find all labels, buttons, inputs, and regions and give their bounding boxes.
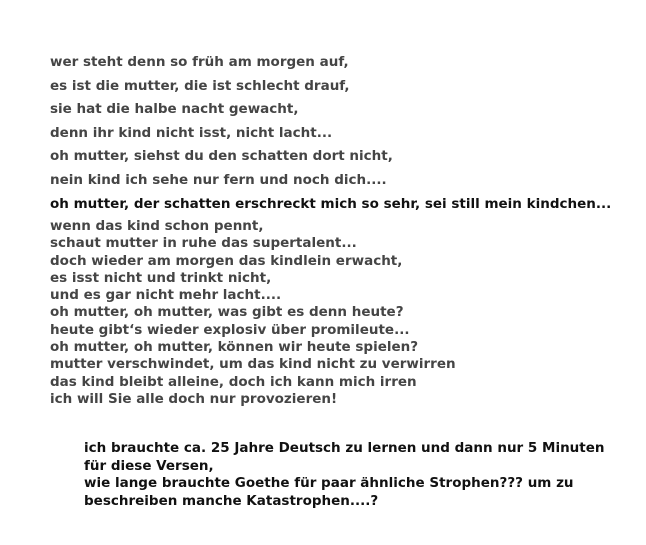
poem-line: es isst nicht und trinkt nicht, — [50, 269, 272, 286]
poem-line: wenn das kind schon pennt, — [50, 218, 264, 234]
poem-line: wer steht denn so früh am morgen auf, — [50, 54, 349, 70]
poem-line: sie hat die halbe nacht gewacht, — [50, 101, 299, 117]
poem-line: mutter verschwindet, um das kind nicht zu verwirren — [50, 356, 456, 373]
poem-text — [50, 51, 640, 408]
poem-line-highlight: oh mutter, der schatten erschreckt mich so sehr, sei still mein kindchen... — [50, 196, 612, 212]
poem-line: schaut mutter in ruhe das supertalent... — [50, 235, 357, 252]
poem-line: oh mutter, oh mutter, können wir heute spielen? — [50, 339, 419, 356]
poem-line: oh mutter, oh mutter, was gibt es denn heute? — [50, 304, 404, 321]
note-line: für diese Versen, — [84, 457, 214, 474]
note-line: wie lange brauchte Goethe für paar ähnliche Strophen??? um zu — [84, 475, 574, 491]
poem-line: denn ihr kind nicht isst, nicht lacht... — [50, 124, 333, 141]
poem-line: ich will Sie alle doch nur provozieren! — [50, 390, 338, 407]
author-note — [84, 440, 640, 510]
poem-line: und es gar nicht mehr lacht.... — [50, 287, 282, 304]
poem-line: es ist die mutter, die ist schlecht drauf, — [50, 77, 350, 94]
poem-line: nein kind ich sehe nur fern und noch dich.... — [50, 171, 387, 188]
poem-line: oh mutter, siehst du den schatten dort nicht, — [50, 148, 393, 164]
note-line: ich brauchte ca. 25 Jahre Deutsch zu lernen und dann nur 5 Minuten — [84, 440, 605, 456]
note-line: beschreiben manche Katastrophen....? — [84, 492, 379, 509]
poem-line: das kind bleibt alleine, doch ich kann mich irren — [50, 373, 417, 390]
poem-line: heute gibt‘s wieder explosiv über promileute... — [50, 321, 410, 338]
poem-line: doch wieder am morgen das kindlein erwacht, — [50, 252, 403, 269]
